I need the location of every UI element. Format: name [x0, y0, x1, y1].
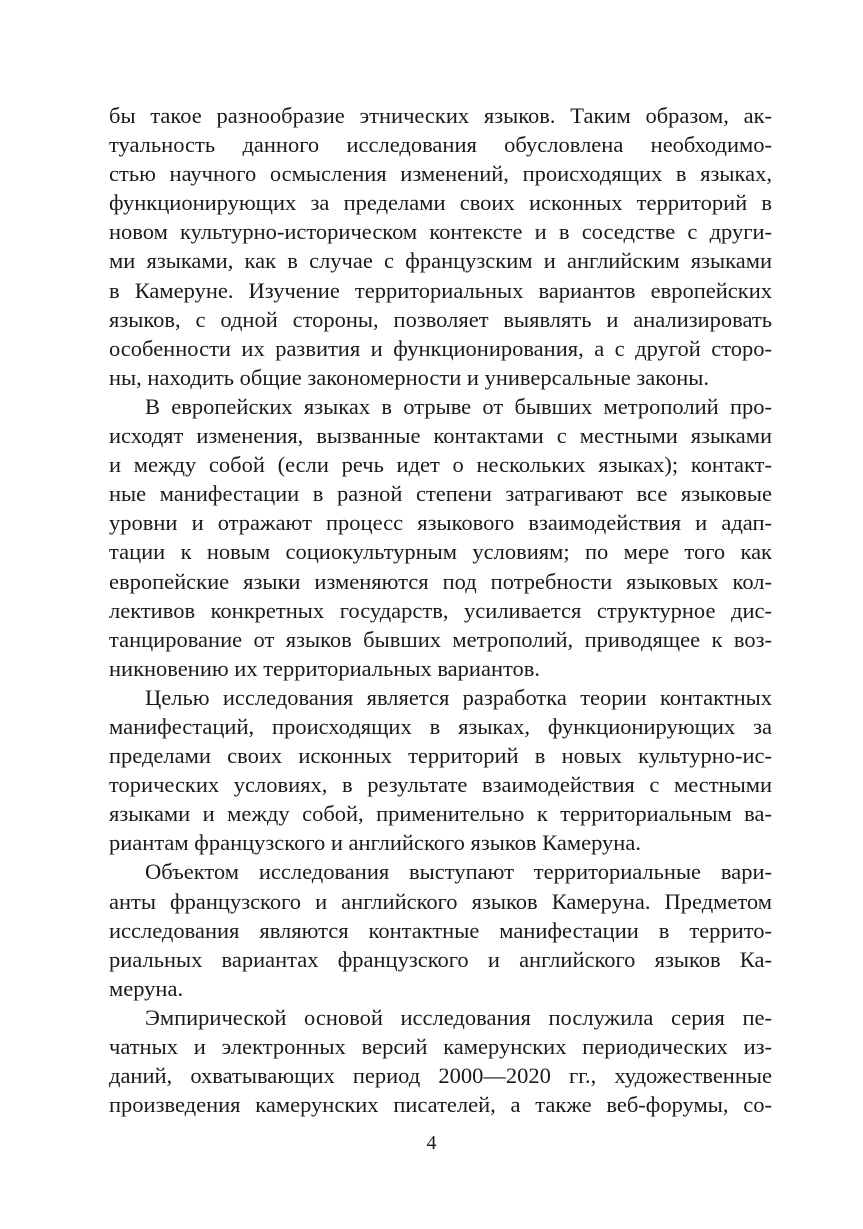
- paragraph-2-line-3: и между собой (если речь идет о нескольких языках); контакт-: [109, 452, 772, 478]
- paragraph-5-line-3: даний, охватывающих период 2000—2020 гг., художественные: [109, 1063, 772, 1089]
- paragraph-4-line-5: меруна.: [109, 975, 184, 1001]
- paragraph-3-line-5: языками и между собой, применительно к территориальным ва-: [109, 801, 772, 827]
- paragraph-5-line-2: чатных и электронных версий камерунских периодических из-: [109, 1034, 772, 1059]
- paragraph-3-line-6: риантам французского и английского языков Камеруна.: [109, 830, 641, 856]
- paragraph-1-line-10: ны, находить общие закономерности и универсальные законы.: [109, 364, 710, 390]
- paragraph-5-line-4: произведения камерунских писателей, а также веб-форумы, со-: [109, 1092, 772, 1118]
- paragraph-1-line-8: языков, с одной стороны, позволяет выявлять и анализировать: [109, 306, 772, 332]
- paragraph-2-line-2: исходят изменения, вызванные контактами с местными языками: [109, 423, 772, 449]
- body-text: [109, 101, 772, 1119]
- paragraph-2-line-6: тации к новым социокультурным условиям; по мере того как: [109, 539, 772, 565]
- paragraph-3-line-1: Целью исследования является разработка теории контактных: [145, 684, 772, 710]
- paragraph-2-line-10: никновению их территориальных вариантов.: [109, 655, 541, 681]
- paragraph-4-line-1: Объектом исследования выступают территориальные вари-: [145, 859, 772, 885]
- page-number: 4: [426, 1132, 437, 1154]
- paragraph-2-line-4: ные манифестации в разной степени затрагивают все языковые: [109, 481, 772, 507]
- paragraph-2-line-9: танцирование от языков бывших метрополий, приводящее к воз-: [109, 626, 772, 652]
- paragraph-1-line-9: особенности их развития и функционирования, а с другой сторо-: [109, 335, 772, 361]
- paragraph-3-line-2: манифестаций, происходящих в языках, функционирующих за: [109, 713, 772, 739]
- paragraph-4-line-3: исследования являются контактные манифестации в террито-: [109, 917, 772, 943]
- paragraph-1-line-6: ми языками, как в случае с французским и английским языками: [109, 248, 772, 274]
- paragraph-2-line-7: европейские языки изменяются под потребности языковых кол-: [109, 568, 772, 594]
- paragraph-1-line-3: стью научного осмысления изменений, происходящих в языках,: [109, 161, 772, 187]
- paragraph-3-line-3: пределами своих исконных территорий в новых культурно-ис-: [109, 743, 772, 769]
- paragraph-4-line-4: риальных вариантах французского и английского языков Ка-: [109, 946, 772, 972]
- paragraph-1-line-1: бы такое разнообразие этнических языков. Таким образом, ак-: [109, 103, 772, 128]
- paragraph-2-line-1: В европейских языках в отрыве от бывших метрополий про-: [145, 393, 772, 419]
- paragraph-2-line-5: уровни и отражают процесс языкового взаимодействия и адап-: [109, 510, 772, 536]
- paragraph-1-line-7: в Камеруне. Изучение территориальных вариантов европейских: [109, 277, 772, 303]
- paragraph-4-line-2: анты французского и английского языков Камеруна. Предметом: [109, 888, 772, 914]
- paragraph-5-line-1: Эмпирической основой исследования послужила серия пе-: [145, 1004, 772, 1030]
- paragraph-1-line-5: новом культурно-историческом контексте и в соседстве с други-: [109, 219, 772, 245]
- paragraph-2-line-8: лективов конкретных государств, усиливается структурное дис-: [109, 597, 772, 623]
- paragraph-3-line-4: торических условиях, в результате взаимодействия с местными: [109, 772, 772, 798]
- paragraph-1-line-4: функционирующих за пределами своих исконных территорий в: [109, 190, 772, 216]
- paragraph-1-line-2: туальность данного исследования обусловлена необходимо-: [109, 132, 772, 158]
